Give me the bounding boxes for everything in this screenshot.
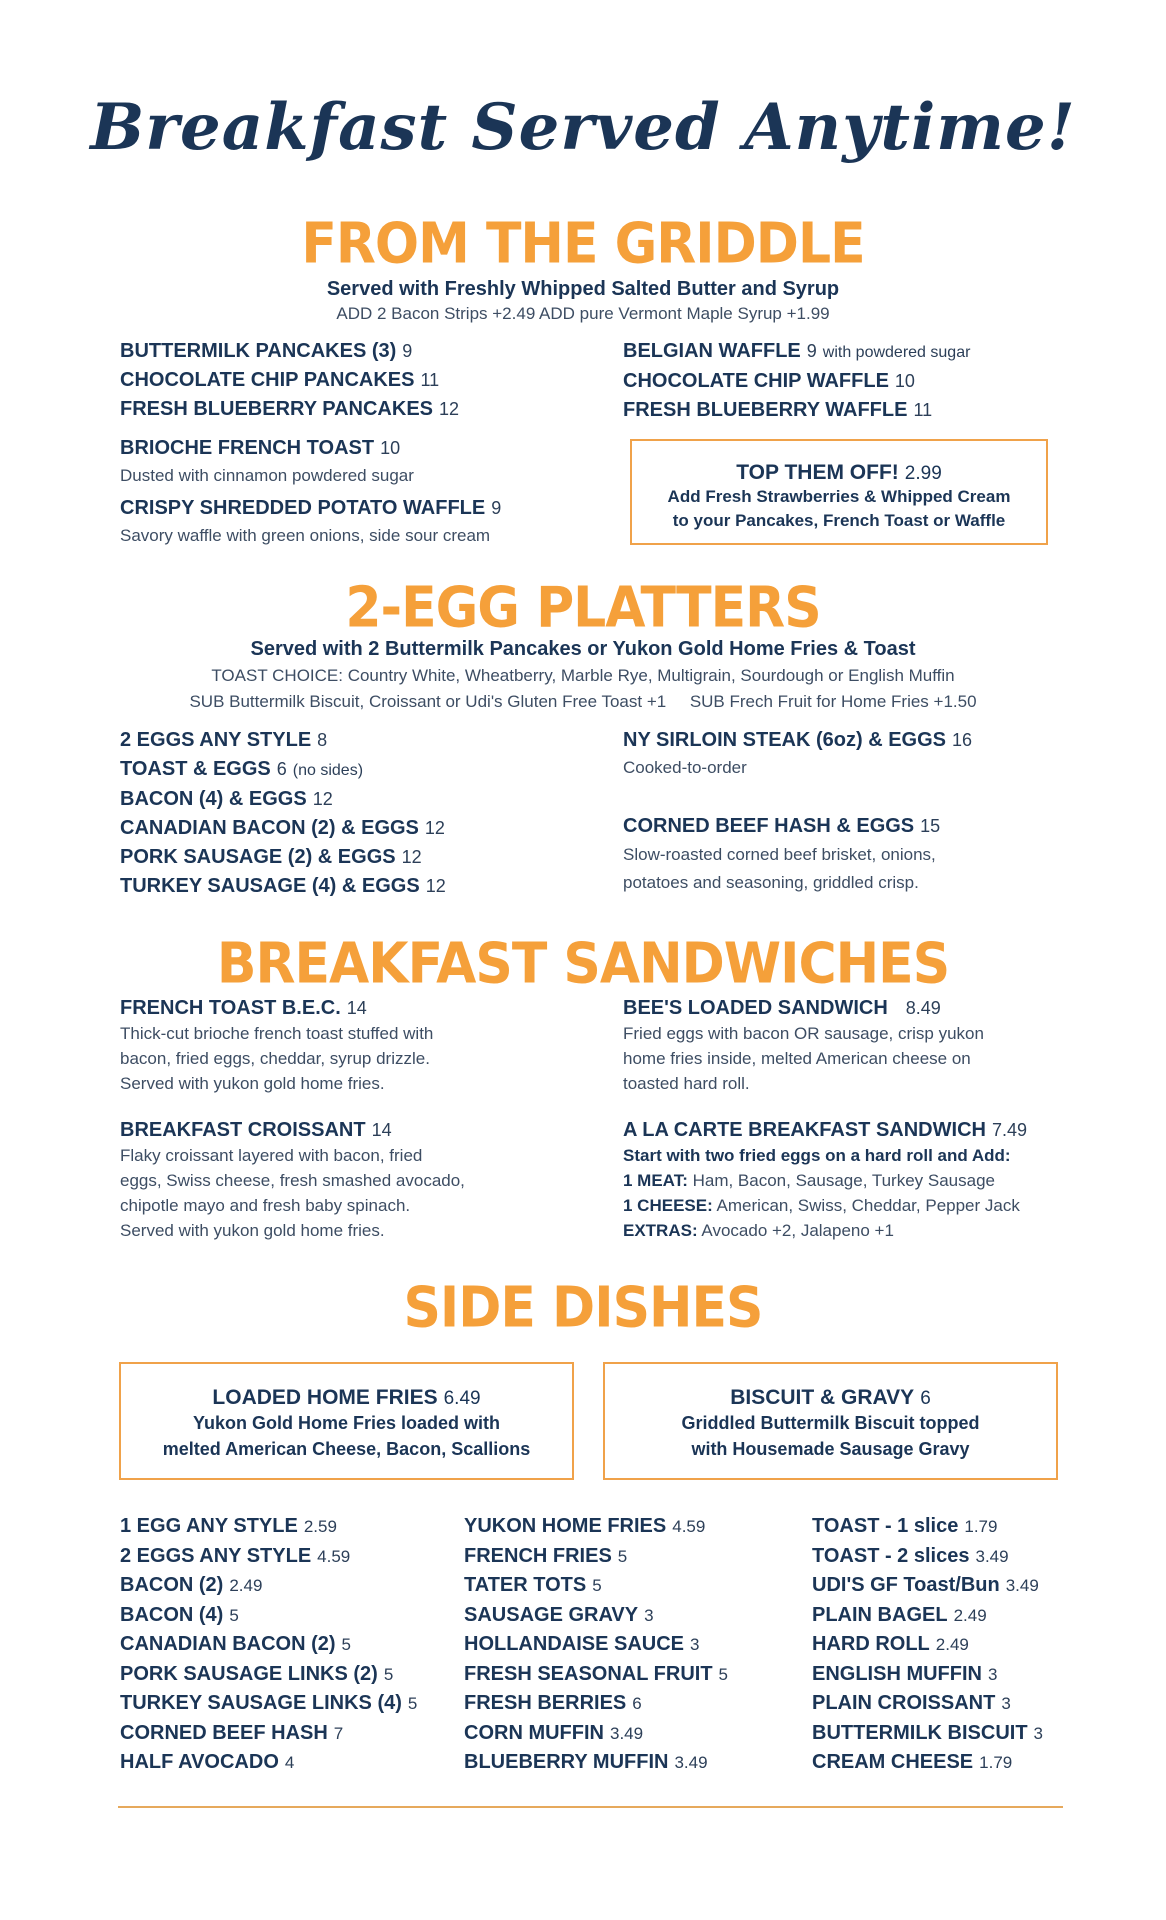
list-item: TOAST - 2 slices 3.49 bbox=[812, 1544, 1009, 1567]
loaded-home-fries-box: LOADED HOME FRIES 6.49 Yukon Gold Home Fries loaded with melted American Cheese, Bacon, Scallions bbox=[119, 1362, 574, 1480]
list-item: SAUSAGE GRAVY 3 bbox=[464, 1603, 654, 1626]
list-item: TATER TOTS 5 bbox=[464, 1574, 602, 1596]
toast-choice: TOAST CHOICE: Country White, Wheatberry, Marble Rye, Multigrain, Sourdough or English Muffin bbox=[211, 666, 955, 685]
top-them-off-box: TOP THEM OFF! 2.99 Add Fresh Strawberries & Whipped Cream to your Pancakes, French Toast or Waffle bbox=[630, 439, 1048, 545]
list-item: 1 EGG ANY STYLE 2.59 bbox=[120, 1515, 337, 1537]
list-item: PLAIN BAGEL 2.49 bbox=[812, 1603, 987, 1626]
list-item: TOAST - 1 slice 1.79 bbox=[812, 1515, 998, 1537]
item-description: Savory waffle with green onions, side sour cream bbox=[120, 526, 491, 545]
menu-item: CHOCOLATE CHIP WAFFLE 10 bbox=[623, 370, 915, 392]
griddle-section-title: FROM THE GRIDDLE bbox=[301, 211, 865, 277]
list-item: HALF AVOCADO 4 bbox=[120, 1751, 295, 1773]
menu-item: 2 EGGS ANY STYLE 8 bbox=[120, 729, 328, 751]
menu-item: CHOCOLATE CHIP PANCAKES 11 bbox=[120, 369, 440, 391]
platters-subtitle: Served with 2 Buttermilk Pancakes or Yukon Gold Home Fries & Toast bbox=[250, 638, 916, 660]
list-item: BACON (4) 5 bbox=[120, 1603, 239, 1626]
platters-section-title: 2-EGG PLATTERS bbox=[345, 575, 821, 641]
griddle-addons: ADD 2 Bacon Strips +2.49 ADD pure Vermont Maple Syrup +1.99 bbox=[336, 304, 830, 323]
griddle-subtitle: Served with Freshly Whipped Salted Butter and Syrup bbox=[326, 278, 840, 300]
sides-col-3 bbox=[812, 1512, 1043, 1778]
french-toast-item: BRIOCHE FRENCH TOAST 10 Dusted with cinnamon powdered sugar bbox=[120, 434, 414, 488]
menu-item: BELGIAN WAFFLE 9 with powdered sugar bbox=[623, 340, 971, 362]
menu-item: PORK SAUSAGE (2) & EGGS 12 bbox=[120, 846, 422, 868]
list-item: YUKON HOME FRIES 4.59 bbox=[464, 1515, 706, 1537]
biscuit-gravy-box: BISCUIT & GRAVY 6 Griddled Buttermilk Biscuit topped with Housemade Sausage Gravy bbox=[603, 1362, 1058, 1480]
menu-item: TOAST & EGGS 6 (no sides) bbox=[120, 758, 364, 780]
steak-item: NY SIRLOIN STEAK (6oz) & EGGS 16 Cooked-to-order bbox=[623, 726, 972, 780]
list-item: FRENCH FRIES 5 bbox=[464, 1544, 628, 1567]
bees-item: BEE'S LOADED SANDWICH 8.49 Fried eggs with bacon OR sausage, crisp yukon home fries inside, melted American cheese on toasted hard roll. bbox=[623, 997, 984, 1093]
hash-item: CORNED BEEF HASH & EGGS 15 Slow-roasted corned beef brisket, onions, potatoes and seasoning, griddled crisp. bbox=[623, 815, 941, 892]
alacarte-item: A LA CARTE BREAKFAST SANDWICH 7.49 Start with two fried eggs on a hard roll and Add: 1 MEAT: Ham, Bacon, Sausage, Turkey Sausage 1 CHEESE: American, Swiss, Cheddar, Pepper Jack EXTRAS: Avocado +2, Jalapeno +1 bbox=[623, 1119, 1027, 1240]
list-item: UDI'S GF Toast/Bun 3.49 bbox=[812, 1574, 1039, 1596]
sides-col-2 bbox=[464, 1512, 728, 1778]
list-item: CORNED BEEF HASH 7 bbox=[120, 1721, 344, 1744]
list-item: PORK SAUSAGE LINKS (2) 5 bbox=[120, 1662, 394, 1685]
list-item: HARD ROLL 2.49 bbox=[812, 1633, 969, 1655]
griddle-right-list bbox=[623, 337, 970, 425]
item-description: Dusted with cinnamon powdered sugar bbox=[120, 466, 414, 485]
platters-subs: SUB Buttermilk Biscuit, Croissant or Udi's Gluten Free Toast +1 SUB Frech Fruit for Home Fries +1.50 bbox=[189, 692, 977, 711]
menu-item: CANADIAN BACON (2) & EGGS 12 bbox=[120, 817, 445, 839]
list-item: CORN MUFFIN 3.49 bbox=[464, 1721, 644, 1744]
menu-item: FRESH BLUEBERRY PANCAKES 12 bbox=[120, 398, 460, 420]
list-item: BLUEBERRY MUFFIN 3.49 bbox=[464, 1751, 708, 1773]
list-item: PLAIN CROISSANT 3 bbox=[812, 1692, 1011, 1714]
list-item: CANADIAN BACON (2) 5 bbox=[120, 1633, 352, 1655]
list-item: ENGLISH MUFFIN 3 bbox=[812, 1662, 998, 1685]
menu-item: BUTTERMILK PANCAKES (3) 9 bbox=[120, 340, 413, 362]
bottom-divider bbox=[118, 1806, 1063, 1808]
sandwiches-section-title: BREAKFAST SANDWICHES bbox=[216, 931, 950, 997]
list-item: BUTTERMILK BISCUIT 3 bbox=[812, 1721, 1044, 1744]
griddle-left-list bbox=[120, 337, 459, 424]
sides-col-1 bbox=[120, 1512, 417, 1778]
list-item: FRESH BERRIES 6 bbox=[464, 1692, 642, 1714]
list-item: 2 EGGS ANY STYLE 4.59 bbox=[120, 1544, 351, 1567]
menu-item: BACON (4) & EGGS 12 bbox=[120, 788, 333, 810]
potato-waffle-item: CRISPY SHREDDED POTATO WAFFLE 9 Savory waffle with green onions, side sour cream bbox=[120, 494, 501, 548]
platters-left-list bbox=[120, 726, 446, 901]
menu-item: FRESH BLUEBERRY WAFFLE 11 bbox=[623, 399, 933, 421]
croissant-item: BREAKFAST CROISSANT 14 Flaky croissant layered with bacon, fried eggs, Swiss cheese, fresh smashed avocado, chipotle mayo and fresh baby spinach. Served with yukon gold home fries. bbox=[120, 1119, 465, 1240]
sides-section-title: SIDE DISHES bbox=[403, 1275, 763, 1341]
item-description: Cooked-to-order bbox=[623, 758, 747, 777]
list-item: CREAM CHEESE 1.79 bbox=[812, 1751, 1013, 1773]
list-item: HOLLANDAISE SAUCE 3 bbox=[464, 1633, 700, 1655]
list-item: FRESH SEASONAL FRUIT 5 bbox=[464, 1662, 729, 1685]
bec-item: FRENCH TOAST B.E.C. 14 Thick-cut brioche french toast stuffed with bacon, fried eggs, cheddar, syrup drizzle. Served with yukon gold home fries. bbox=[120, 997, 434, 1093]
page-title: Breakfast Served Anytime! bbox=[90, 90, 1076, 165]
list-item: BACON (2) 2.49 bbox=[120, 1574, 263, 1596]
menu-item: TURKEY SAUSAGE (4) & EGGS 12 bbox=[120, 875, 446, 897]
list-item: TURKEY SAUSAGE LINKS (4) 5 bbox=[120, 1692, 418, 1714]
